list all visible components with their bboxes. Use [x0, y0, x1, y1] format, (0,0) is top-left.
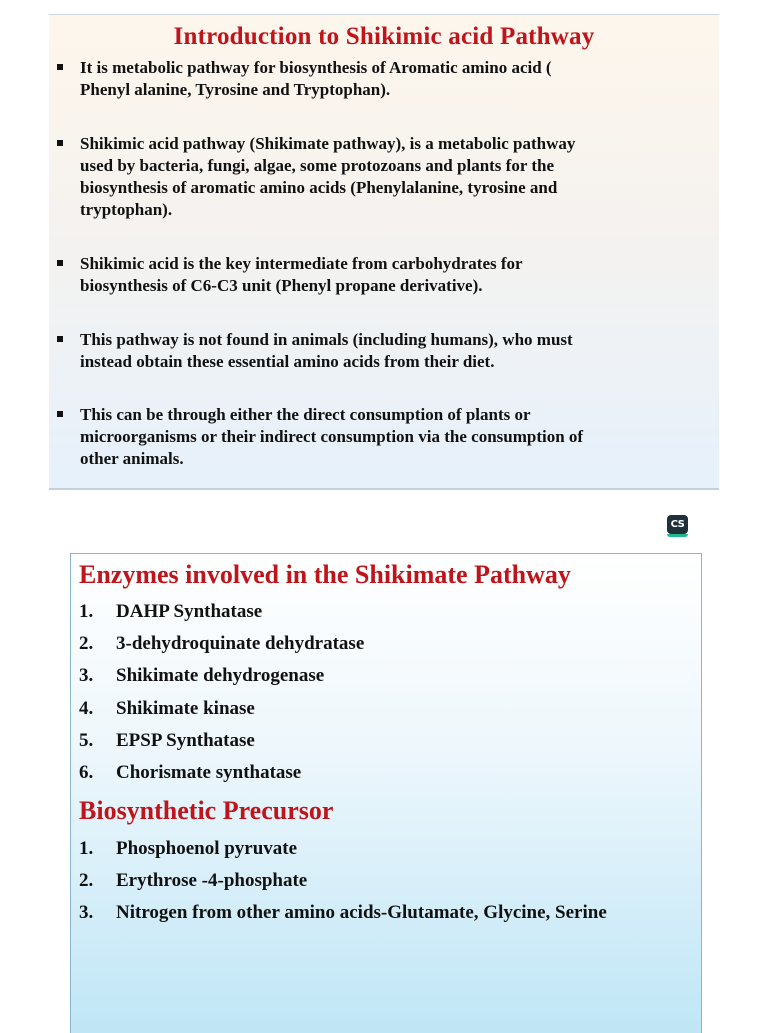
enzyme-list-item [79, 729, 255, 753]
precursor-name: Erythrose -4-phosphate [116, 870, 308, 891]
enzyme-list-item [79, 600, 262, 624]
square-bullet-icon [57, 140, 63, 146]
enzyme-name: Chorismate synthatase [116, 762, 302, 783]
bullet-line: This pathway is not found in animals (including humans), who must [80, 330, 573, 349]
bullet-line: Shikimic acid pathway (Shikimate pathway), is a metabolic pathway [80, 134, 576, 153]
list-number: 3. [79, 665, 94, 686]
precursor-name: Phosphoenol pyruvate [116, 838, 298, 859]
bullet-line: used by bacteria, fungi, algae, some protozoans and plants for the [80, 156, 554, 175]
list-number: 2. [79, 870, 94, 891]
list-number: 1. [79, 601, 94, 622]
bullet-line: tryptophan). [80, 200, 173, 219]
enzyme-name: Shikimate kinase [116, 698, 255, 719]
list-number: 5. [79, 730, 94, 751]
square-bullet-icon [57, 64, 63, 70]
enzyme-name: DAHP Synthatase [116, 601, 263, 622]
bullet-line: It is metabolic pathway for biosynthesis of Aromatic amino acid ( [80, 58, 552, 77]
bullet-line: other animals. [80, 449, 184, 468]
square-bullet-icon [57, 336, 63, 342]
enzyme-name: Shikimate dehydrogenase [116, 665, 325, 686]
intro-title: Introduction to Shikimic acid Pathway [173, 23, 595, 50]
enzyme-list-item [79, 697, 255, 721]
precursor-list-item [79, 901, 607, 925]
list-number: 3. [79, 902, 94, 923]
enzyme-list-item [79, 632, 364, 656]
bullet-line: Phenyl alanine, Tyrosine and Tryptophan). [80, 80, 391, 99]
list-number: 2. [79, 633, 94, 654]
bullet-line: biosynthesis of aromatic amino acids (Phenylalanine, tyrosine and [80, 178, 558, 197]
camscanner-logo: CS [667, 515, 688, 534]
bullet-line: This can be through either the direct consumption of plants or [80, 405, 531, 424]
precursor-heading: Biosynthetic Precursor [79, 796, 334, 825]
enzymes-heading: Enzymes involved in the Shikimate Pathway [79, 560, 571, 589]
bullet-line: biosynthesis of C6-C3 unit (Phenyl propane derivative). [80, 276, 483, 295]
intro-slide [49, 14, 719, 490]
precursor-name: Nitrogen from other amino acids-Glutamate, Glycine, Serine [116, 902, 607, 923]
precursor-list-item [79, 837, 297, 861]
bullet-line: microorganisms or their indirect consumption via the consumption of [80, 427, 584, 446]
enzyme-list-item [79, 761, 301, 785]
enzymes-slide [70, 553, 702, 1033]
enzyme-name: 3-dehydroquinate dehydratase [116, 633, 365, 654]
bullet-line: instead obtain these essential amino acids from their diet. [80, 352, 495, 371]
square-bullet-icon [57, 260, 63, 266]
bullet-line: Shikimic acid is the key intermediate from carbohydrates for [80, 254, 523, 273]
list-number: 6. [79, 762, 94, 783]
list-number: 1. [79, 838, 94, 859]
list-number: 4. [79, 698, 94, 719]
square-bullet-icon [57, 411, 63, 417]
precursor-list-item [79, 869, 307, 893]
enzyme-name: EPSP Synthatase [116, 730, 255, 751]
enzyme-list-item [79, 664, 324, 688]
